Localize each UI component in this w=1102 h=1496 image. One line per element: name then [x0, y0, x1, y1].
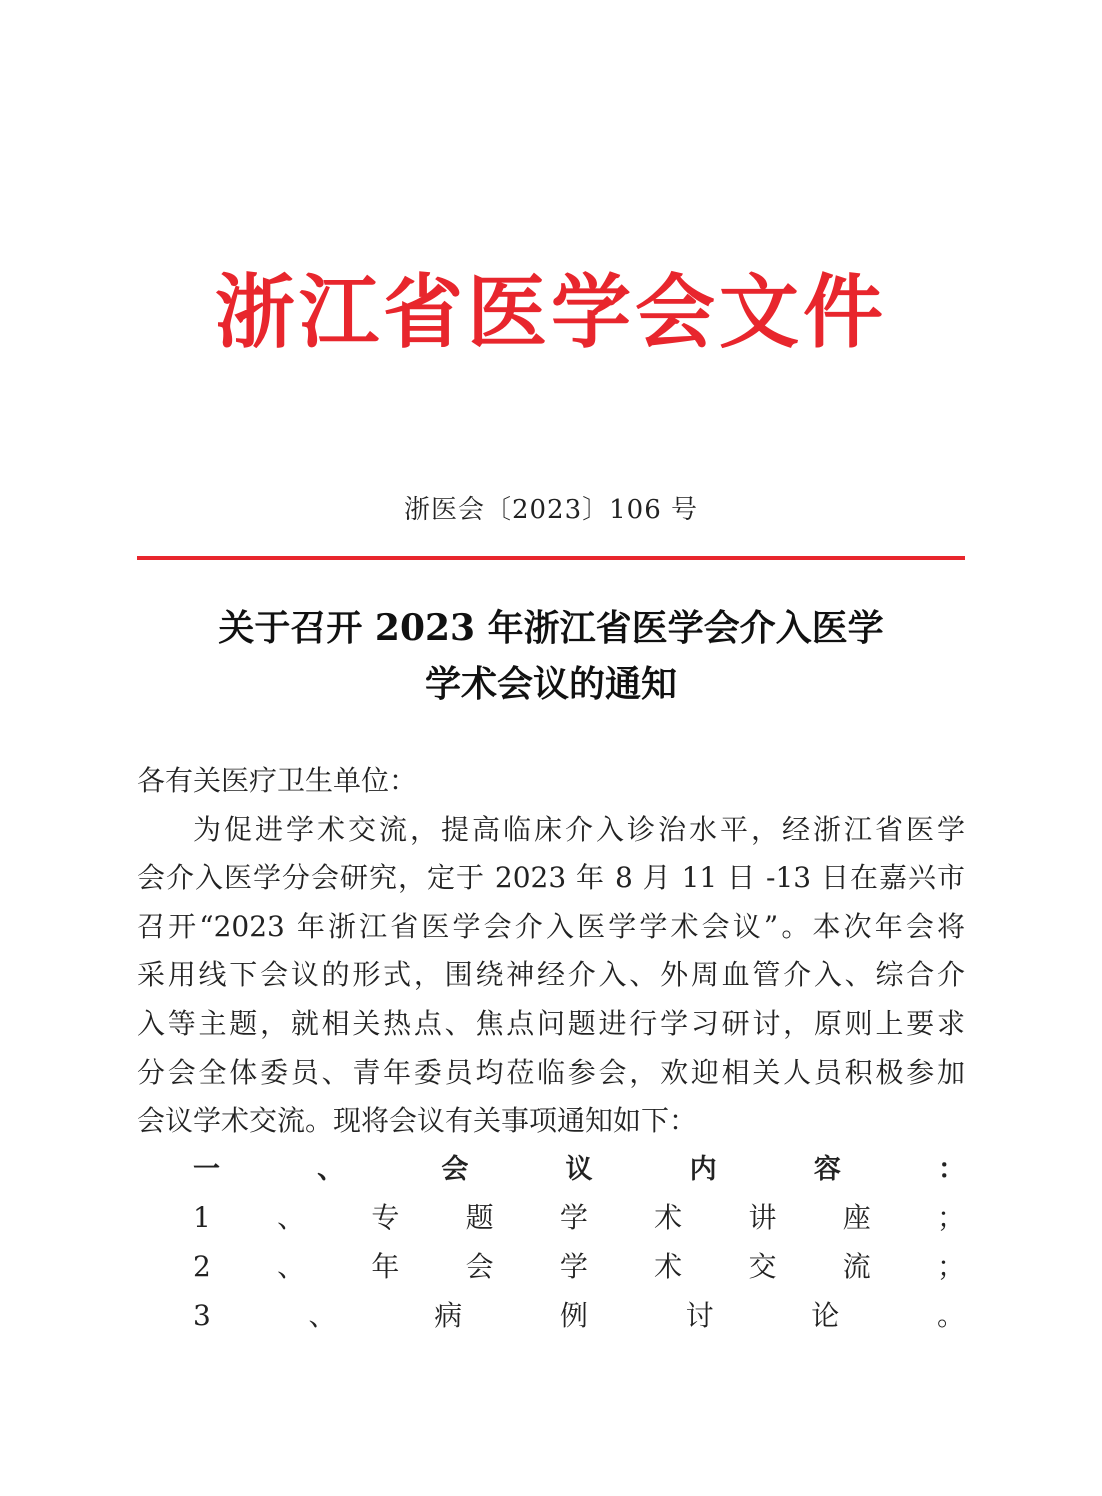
list-item: 1、专题学术讲座；	[193, 1201, 965, 1235]
paragraph-line: 召开“2023 年浙江省医学会介入医学学术会议”。本次年会将	[137, 909, 965, 943]
notice-title	[0, 600, 1102, 712]
salutation: 各有关医疗卫生单位：	[137, 764, 418, 797]
notice-title-line-2: 学术会议的通知	[424, 663, 677, 705]
paragraph-line: 会议学术交流。现将会议有关事项通知如下：	[137, 1104, 698, 1138]
list-item: 3、病例讨论。	[193, 1298, 965, 1332]
paragraph-line: 为促进学术交流，提高临床介入诊治水平，经浙江省医学	[193, 812, 965, 846]
paragraph-line: 入等主题，就相关热点、焦点问题进行学习研讨，原则上要求	[137, 1006, 965, 1040]
list-item: 2、年会学术交流；	[193, 1249, 965, 1283]
notice-body	[137, 757, 965, 1340]
paragraph-line: 分会全体委员、青年委员均莅临参会，欢迎相关人员积极参加	[137, 1055, 965, 1089]
paragraph-line: 会介入医学分会研究，定于 2023 年 8 月 11 日 -13 日在嘉兴市	[137, 861, 965, 895]
paragraph-line: 采用线下会议的形式，围绕神经介入、外周血管介入、综合介	[137, 958, 965, 992]
notice-title-line-1: 关于召开 2023 年浙江省医学会介入医学	[218, 607, 884, 649]
red-divider-line	[137, 556, 965, 560]
section-heading: 一、会议内容：	[193, 1153, 965, 1185]
document-header-title: 浙江省医学会文件	[215, 265, 887, 359]
document-number: 浙医会〔2023〕106 号	[403, 495, 699, 525]
